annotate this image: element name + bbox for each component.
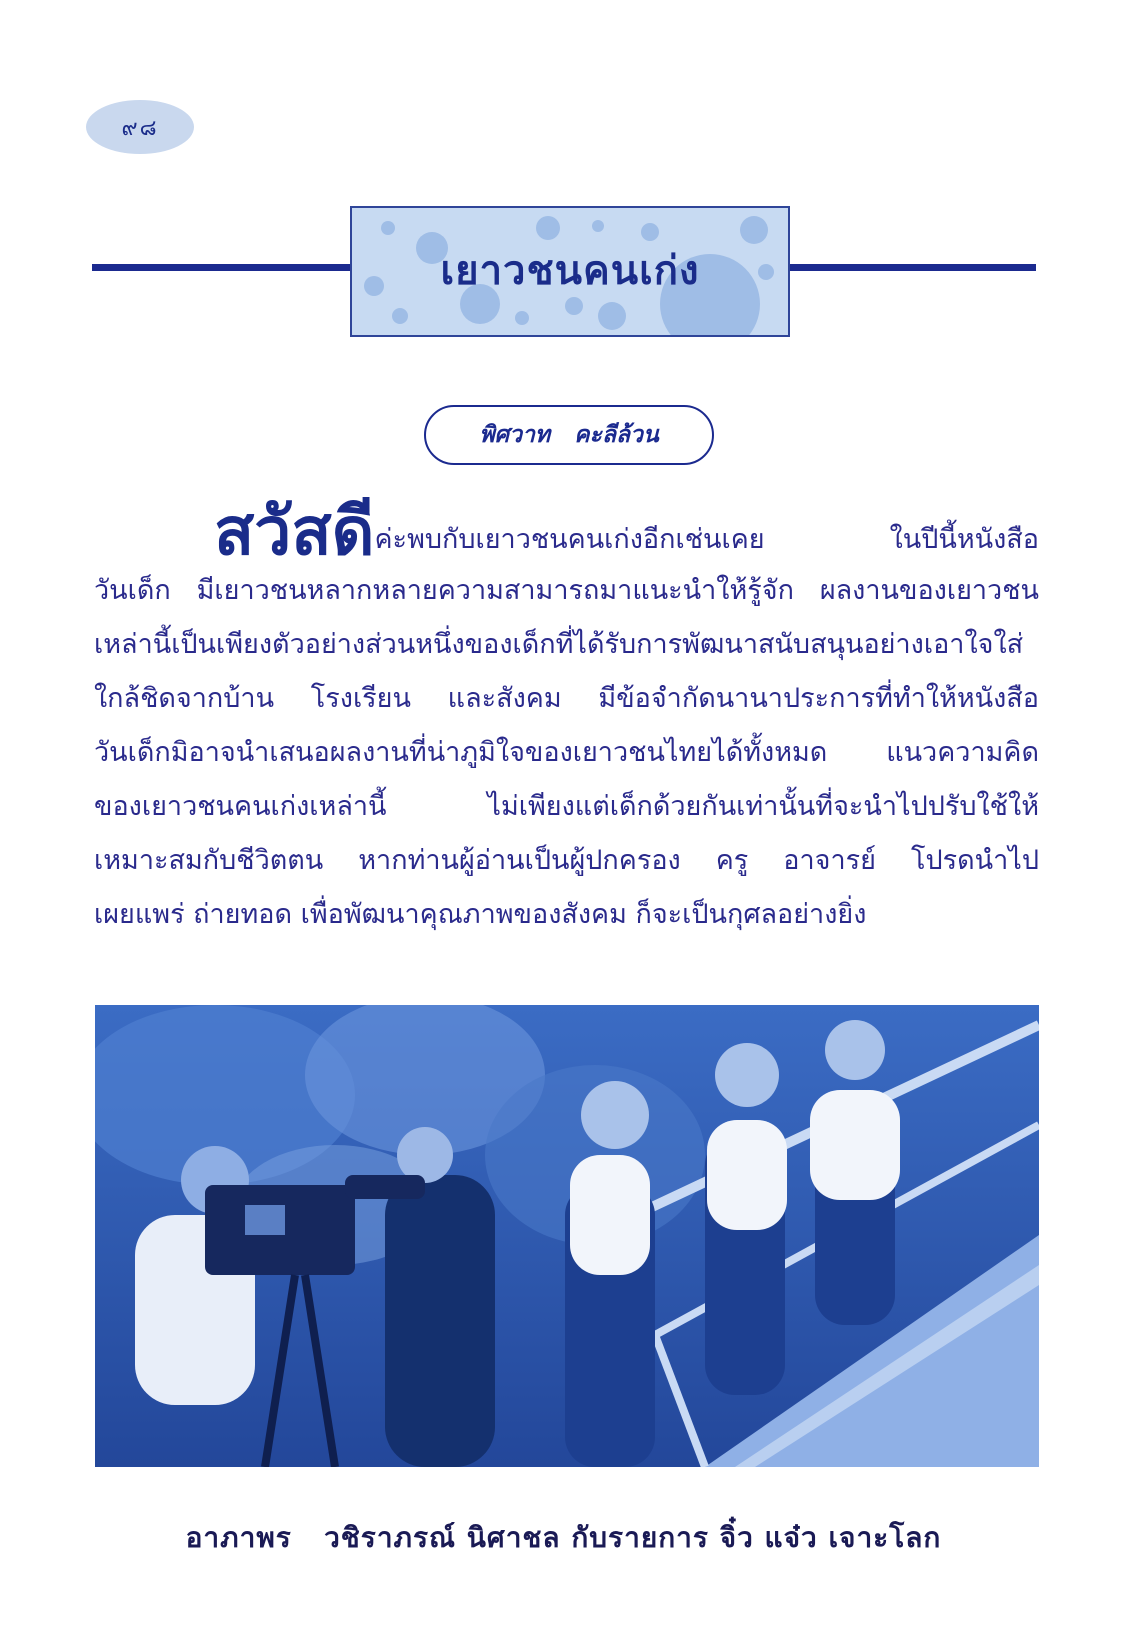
page-number: ๙๘ bbox=[121, 115, 159, 141]
article-line: ใกล้ชิดจากบ้าน โรงเรียน และสังคม มีข้อจำกัดนานาประการที่ทำให้หนังสือ bbox=[94, 683, 1039, 714]
page-number-badge bbox=[86, 100, 194, 154]
photo-illustration bbox=[95, 1005, 1039, 1467]
article-line: เหมาะสมกับชีวิตตน หากท่านผู้อ่านเป็นผู้ปกครอง ครู อาจารย์ โปรดนำไป bbox=[94, 845, 1039, 876]
dropcap: สวัสดี bbox=[214, 493, 375, 570]
author-name: พิศวาท คะลีล้วน bbox=[479, 421, 659, 448]
article-photo bbox=[95, 1005, 1039, 1467]
article-line: วันเด็ก มีเยาวชนหลากหลายความสามารถมาแนะนำให้รู้จัก ผลงานของเยาวชน bbox=[94, 575, 1039, 606]
header-rule-right bbox=[786, 264, 1036, 271]
article-line: สวัสดีค่ะพบกับเยาวชนคนเก่งอีกเช่นเคย ในปีนี้หนังสือ bbox=[214, 493, 1039, 570]
photo-caption: อาภาพร วชิราภรณ์ นิศาชล กับรายการ จิ๋ว แจ๋ว เจาะโลก bbox=[185, 1521, 942, 1554]
author-label bbox=[424, 405, 714, 465]
section-title: เยาวชนคนเก่ง bbox=[440, 248, 700, 294]
section-title-box bbox=[350, 206, 790, 337]
header-rule-left bbox=[92, 264, 350, 271]
article-line: เหล่านี้เป็นเพียงตัวอย่างส่วนหนึ่งของเด็กที่ได้รับการพัฒนาสนับสนุนอย่างเอาใจใส่ bbox=[94, 629, 1024, 660]
article-body bbox=[94, 493, 1039, 942]
article-line: เผยแพร่ ถ่ายทอด เพื่อพัฒนาคุณภาพของสังคม ก็จะเป็นกุศลอย่างยิ่ง bbox=[94, 899, 867, 930]
article-line: วันเด็กมิอาจนำเสนอผลงานที่น่าภูมิใจของเยาวชนไทยได้ทั้งหมด แนวความคิด bbox=[94, 737, 1039, 768]
article-line: ของเยาวชนคนเก่งเหล่านี้ ไม่เพียงแต่เด็กด้วยกันเท่านั้นที่จะนำไปปรับใช้ให้ bbox=[94, 791, 1039, 822]
